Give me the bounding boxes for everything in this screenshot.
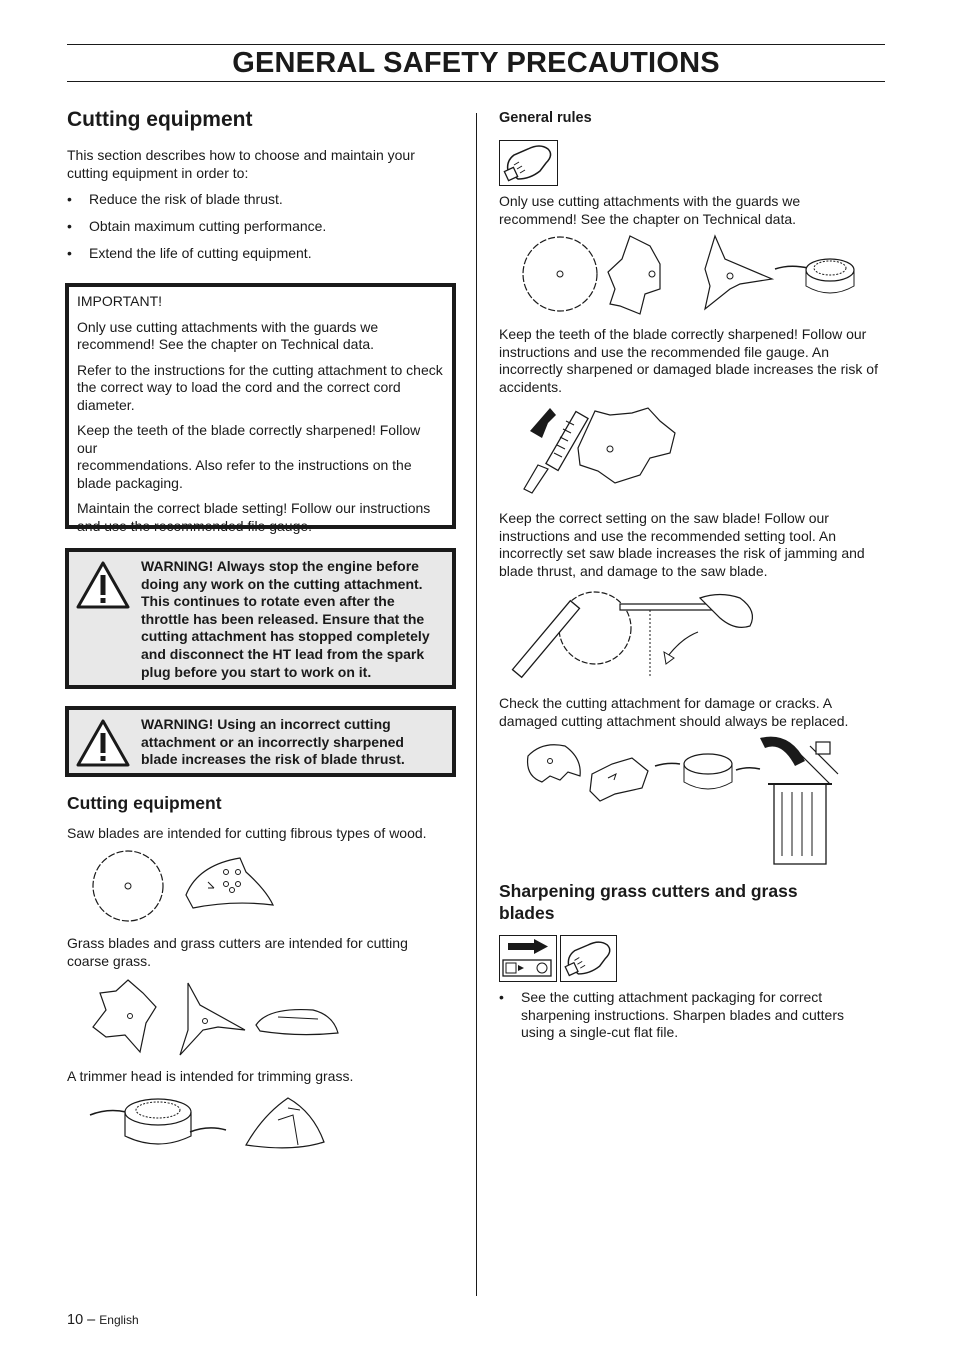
rule-guards-text: Only use cutting attachments with the guards we recommend! See the chapter on Technical data.	[499, 193, 801, 227]
page-number: 10 –	[67, 1312, 96, 1328]
rule-setting-text: Keep the correct setting on the saw blade! Follow our instructions and use the recommended setting tool. An incorrectly set saw blade increases the risk of jamming and blade thrust, and damage to the saw blade.	[499, 510, 865, 579]
file-sharpening-illustration	[520, 403, 690, 495]
intro-text: This section describes how to choose and maintain your cutting equipment in order to:	[67, 147, 415, 181]
page-footer	[67, 1312, 139, 1328]
gloves-icon-box	[499, 140, 558, 186]
gloves-icon-box	[560, 935, 617, 982]
important-box	[65, 283, 456, 534]
general-rules-heading: General rules	[499, 110, 592, 126]
column-divider	[476, 113, 477, 1296]
grass-blade-text: Grass blades and grass cutters are intended for cutting coarse grass.	[67, 935, 408, 969]
important-paragraph: Only use cutting attachments with the guards we recommend! See the chapter on Technical data.	[77, 318, 379, 352]
saw-blade-illustration	[88, 850, 278, 925]
page-header	[67, 44, 885, 82]
language-label: English	[99, 1313, 139, 1327]
trimmer-head-text: A trimmer head is intended for trimming grass.	[67, 1068, 354, 1084]
page-title: GENERAL SAFETY PRECAUTIONS	[232, 47, 720, 79]
grass-blade-illustration	[88, 975, 343, 1057]
rule-sharpen-text: Keep the teeth of the blade correctly sharpened! Follow our instructions and use the recommended file gauge. An incorrectly sharpened or damaged blade increases the risk of accidents.	[499, 326, 878, 395]
list-item: • See the cutting attachment packaging for correct sharpening instructions. Sharpen blades and cutters using a single-cut flat file.	[499, 989, 844, 1040]
trimmer-head-illustration	[88, 1090, 328, 1155]
warning-triangle-icon	[75, 560, 131, 610]
important-paragraph: Maintain the correct blade setting! Follow our instructions and use the recommended file gauge.	[77, 500, 431, 534]
warning-text: WARNING! Using an incorrect cutting attachment or an incorrectly sharpened blade increases the risk of blade thrust.	[141, 716, 405, 768]
warning-text: WARNING! Always stop the engine before doing any work on the cutting attachment. This continues to rotate even after the throttle has been released. Ensure that the cutting attachment has stopped completely and disconnect the HT lead from the spark plug before you start to work on it.	[141, 558, 430, 680]
important-title: IMPORTANT!	[77, 293, 163, 309]
gloves-icon	[561, 936, 615, 980]
rule-damage-text: Check the cutting attachment for damage or cracks. A damaged cutting attachment should always be replaced.	[499, 695, 849, 729]
saw-blade-text: Saw blades are intended for cutting fibrous types of wood.	[67, 825, 427, 841]
discard-damaged-illustration	[520, 736, 840, 868]
important-paragraph: Refer to the instructions for the cutting attachment to check the correct way to load the cord and the correct cord diameter.	[77, 361, 443, 413]
warning-triangle-icon	[75, 718, 131, 768]
important-paragraph: Keep the teeth of the blade correctly sharpened! Follow our recommendations. Also refer to the instructions on the blade packaging.	[77, 422, 421, 491]
warning-box-blade-thrust	[65, 706, 456, 777]
section-heading-cutting-equipment: Cutting equipment	[67, 108, 253, 131]
cutting-attachments-illustration	[520, 234, 860, 316]
read-manual-arrow-icon	[500, 936, 555, 980]
setting-tool-illustration	[520, 586, 765, 686]
sharpening-heading: Sharpening grass cutters and grass blades	[499, 881, 798, 923]
refer-manual-icon-box	[499, 935, 557, 982]
gloves-icon	[500, 141, 556, 184]
warning-box-stop-engine	[65, 548, 456, 689]
subheading-cutting-equipment: Cutting equipment	[67, 793, 222, 813]
